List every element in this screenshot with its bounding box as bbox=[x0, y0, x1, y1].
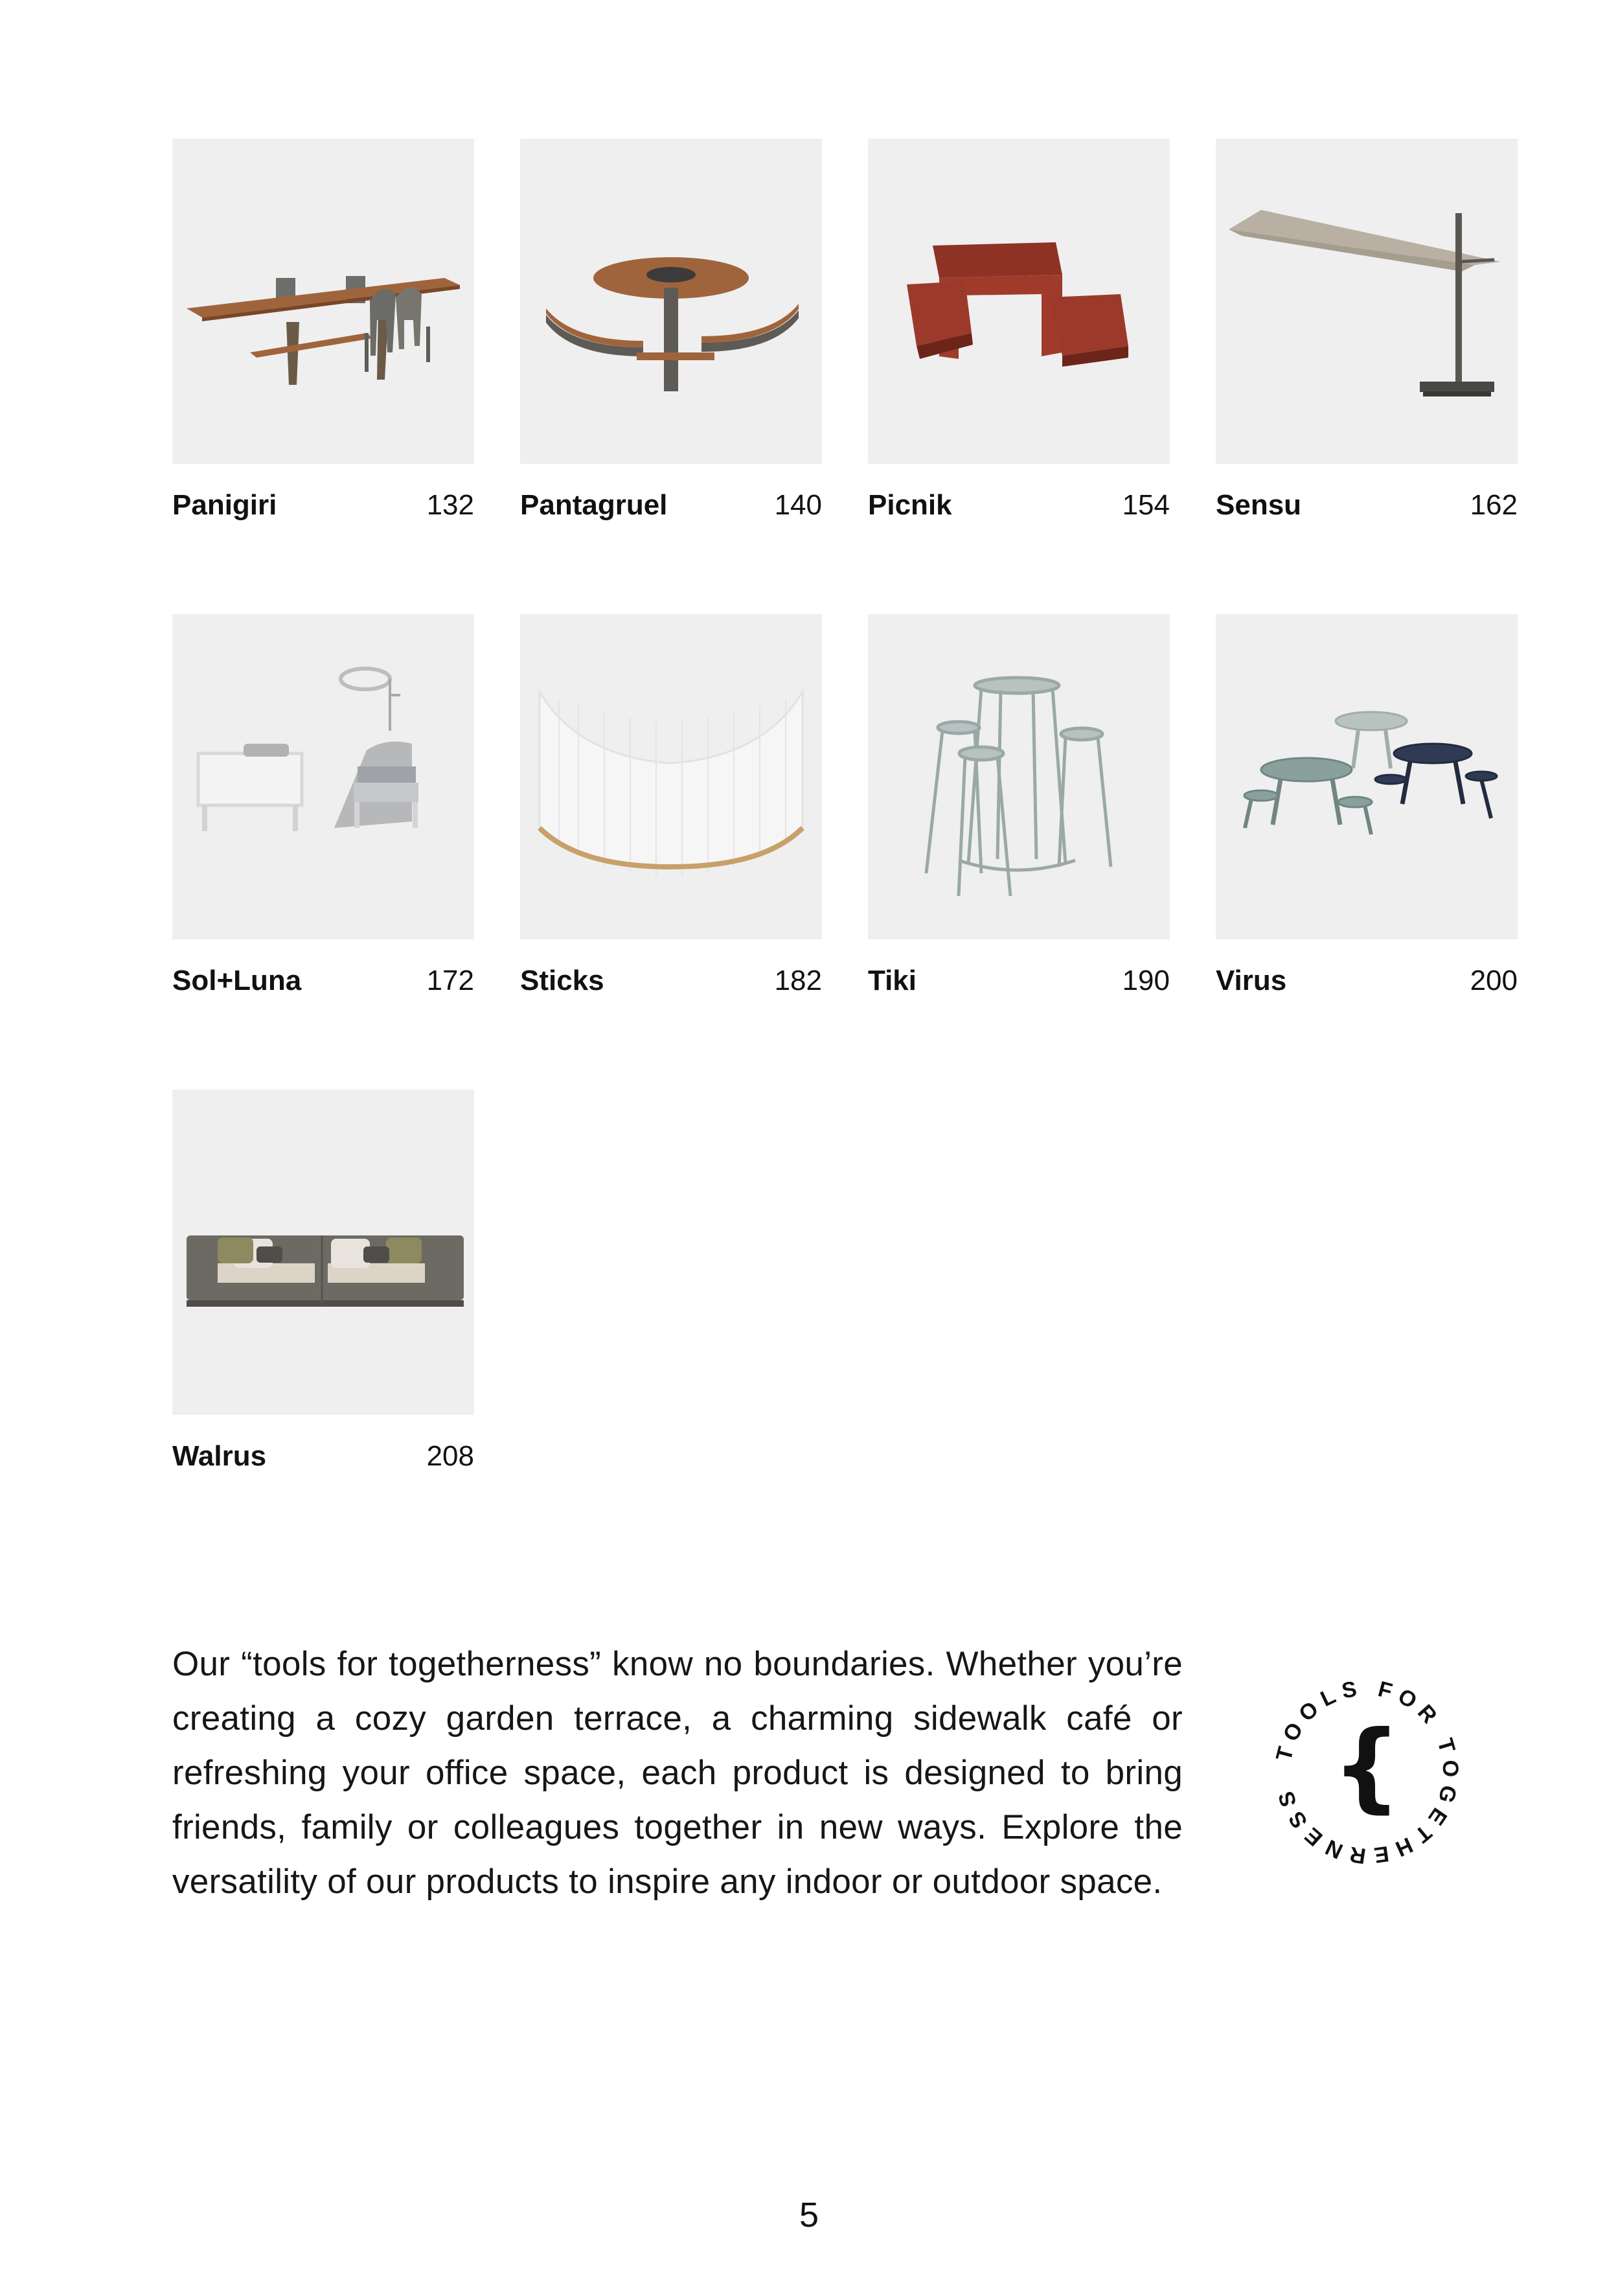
cantilever-parasol-icon bbox=[1216, 139, 1518, 464]
product-page: 208 bbox=[426, 1440, 474, 1472]
product-name: Sensu bbox=[1216, 489, 1302, 521]
product-name: Walrus bbox=[172, 1440, 267, 1472]
product-name: Sol+Luna bbox=[172, 965, 302, 996]
product-card[interactable] bbox=[868, 139, 1170, 523]
bar-table-with-stools-icon bbox=[868, 614, 1170, 939]
product-name: Picnik bbox=[868, 489, 952, 521]
intro-paragraph: Our “tools for togetherness” know no boundaries. Whether you’re creating a cozy garden terrace, a charming sidewalk café or refreshing your office space, each product is designed to bring friends, family or colleagues together in new ways. Explore the versatility of our products to inspire any indoor or outdoor space. bbox=[172, 1645, 1183, 1901]
tools-for-togetherness-seal-icon bbox=[1270, 1620, 1464, 1866]
page-number: 5 bbox=[799, 2196, 819, 2234]
product-card[interactable] bbox=[172, 1090, 474, 1475]
red-picnic-table-icon bbox=[868, 139, 1170, 464]
modular-sofa-icon bbox=[172, 1090, 474, 1415]
curved-stick-screen-icon bbox=[520, 614, 822, 939]
product-page: 200 bbox=[1470, 965, 1518, 996]
product-name: Virus bbox=[1216, 965, 1287, 996]
long-wooden-table-with-chairs-icon bbox=[172, 139, 474, 464]
product-grid bbox=[172, 139, 1517, 1475]
product-name: Panigiri bbox=[172, 489, 277, 521]
product-card[interactable] bbox=[1216, 614, 1518, 999]
product-card[interactable] bbox=[1216, 139, 1518, 523]
product-page: 190 bbox=[1122, 965, 1170, 996]
product-name: Tiki bbox=[868, 965, 917, 996]
product-card[interactable] bbox=[520, 614, 822, 999]
product-name: Pantagruel bbox=[520, 489, 668, 521]
product-card[interactable] bbox=[172, 139, 474, 523]
round-picnic-table-icon bbox=[520, 139, 822, 464]
product-card[interactable] bbox=[520, 139, 822, 523]
product-page: 132 bbox=[426, 489, 474, 521]
product-page: 154 bbox=[1122, 489, 1170, 521]
lounge-chairs-with-lamp-icon bbox=[172, 614, 474, 939]
product-page: 182 bbox=[774, 965, 822, 996]
product-page: 162 bbox=[1470, 489, 1518, 521]
product-card[interactable] bbox=[868, 614, 1170, 999]
seal-brace: { bbox=[1332, 1710, 1402, 1823]
seal-text: TOOLS FOR TOGETHERNESS bbox=[1271, 1675, 1463, 1866]
product-page: 140 bbox=[774, 489, 822, 521]
product-page: 172 bbox=[426, 965, 474, 996]
product-name: Sticks bbox=[520, 965, 604, 996]
round-tables-with-seats-icon bbox=[1216, 614, 1518, 939]
product-card[interactable] bbox=[172, 614, 474, 999]
